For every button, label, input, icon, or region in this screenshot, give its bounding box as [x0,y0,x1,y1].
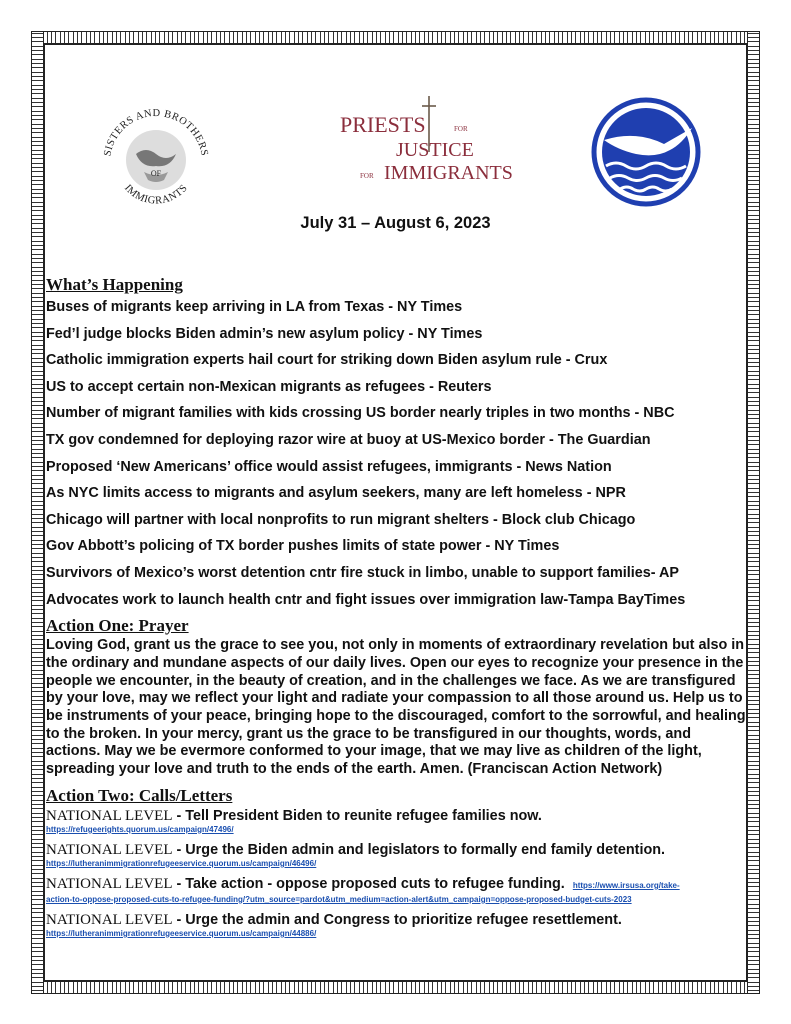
call-item [46,807,746,835]
call-text: - Take action - oppose proposed cuts to refugee funding. [176,875,565,892]
news-item[interactable]: As NYC limits access to migrants and asylum seekers, many are left homeless - NPR [46,485,626,502]
action-two-heading: Action Two: Calls/Letters [46,785,233,805]
call-text: - Urge the Biden admin and legislators to formally end family detention. [176,841,666,858]
call-link[interactable]: https://lutheranimmigrationrefugeeservice.quorum.us/campaign/44886/ [46,928,317,938]
action-one-heading: Action One: Prayer [46,616,189,636]
news-list [46,294,746,613]
call-item [46,841,746,869]
whats-happening-heading: What’s Happening [46,275,183,294]
news-item[interactable]: Survivors of Mexico’s worst detention cntr fire stuck in limbo, unable to support families- AP [46,564,680,581]
news-item[interactable]: Chicago will partner with local nonprofits to run migrant shelters - Block club Chicago [46,511,636,528]
call-link[interactable]: https://refugeerights.quorum.us/campaign/47496/ [46,824,234,834]
call-text: - Urge the admin and Congress to prioritize refugee resettlement. [176,911,622,928]
call-level: NATIONAL LEVEL [46,841,173,858]
header-logos [46,56,746,206]
logo-sb-of: OF [150,169,162,178]
call-link[interactable]: https://lutheranimmigrationrefugeeservice.quorum.us/campaign/46496/ [46,858,317,868]
logo-sb-top-text: SISTERS AND BROTHERS [102,107,210,158]
call-text: - Tell President Biden to reunite refugee families now. [176,807,542,824]
call-level: NATIONAL LEVEL [46,875,173,892]
news-item[interactable]: Advocates work to launch health cntr and fight issues over immigration law-Tampa BayTimes [46,591,686,608]
calls-list [46,807,746,939]
border-bottom [31,981,760,994]
news-item[interactable]: Number of migrant families with kids crossing US border nearly triples in two months - NBC [46,405,675,422]
news-item[interactable]: Buses of migrants keep arriving in LA from Texas - NY Times [46,299,463,315]
call-link[interactable]: https://www.irsusa.org/take- [572,880,680,890]
border-top [31,31,760,44]
news-item[interactable]: TX gov condemned for deploying razor wire at buoy at US-Mexico border - The Guardian [46,431,651,448]
news-item[interactable]: US to accept certain non-Mexican migrants as refugees - Reuters [46,378,492,395]
logo-pj-justice: JUSTICE [396,139,474,161]
dove-logo [586,92,706,212]
sisters-brothers-logo [96,96,216,216]
border-left [31,31,44,994]
logo-pj-immigrants: IMMIGRANTS [384,162,513,184]
news-item[interactable]: Gov Abbott’s policing of TX border pushes limits of state power - NY Times [46,538,560,555]
main-content [46,276,746,945]
call-level: NATIONAL LEVEL [46,807,173,824]
date-range: July 31 – August 6, 2023 [300,214,491,232]
call-link-continued[interactable]: action-to-oppose-proposed-cuts-to-refugee-funding/?utm_source=pardot&utm_medium=action-alert&utm_campaign=oppose-proposed-budget-cuts-2023 [46,894,632,904]
call-item [46,875,746,905]
news-item[interactable]: Catholic immigration experts hail court for striking down Biden asylum rule - Crux [46,352,608,369]
logo-sb-bottom-text: IMMIGRANTS [122,182,190,207]
priests-justice-logo [334,92,514,192]
call-item [46,911,746,939]
prayer-text: Loving God, grant us the grace to see you, not only in moments of extraordinary revelation but also in the ordinary and mundane aspects of our daily lives. Open our eyes to recognize your presence in the people we encounter, in the beauty of creation, and in the challenges we face. As we are transfigured by your love, may we reflect your light and radiate your compassion to all those around us. Help us to be instruments of your peace, bringing hope to the discouraged, comfort to the sorrowful, and healing to the broken. In your mercy, grant us the grace to be transfigured in our thoughts, words, and actions. May we be evermore conformed to your image, that we may live as children of the light, spreading your love and truth to the ends of the earth. Amen. (Franciscan Action Network) [46,637,746,778]
logo-pj-for2: FOR [360,172,374,180]
border-right [747,31,760,994]
call-level: NATIONAL LEVEL [46,911,173,928]
logo-pj-priests: PRIESTS [340,112,426,137]
logo-pj-for1: FOR [454,125,468,133]
news-item[interactable]: Fed’l judge blocks Biden admin’s new asylum policy - NY Times [46,325,483,342]
news-item[interactable]: Proposed ‘New Americans’ office would assist refugees, immigrants - News Nation [46,458,612,475]
